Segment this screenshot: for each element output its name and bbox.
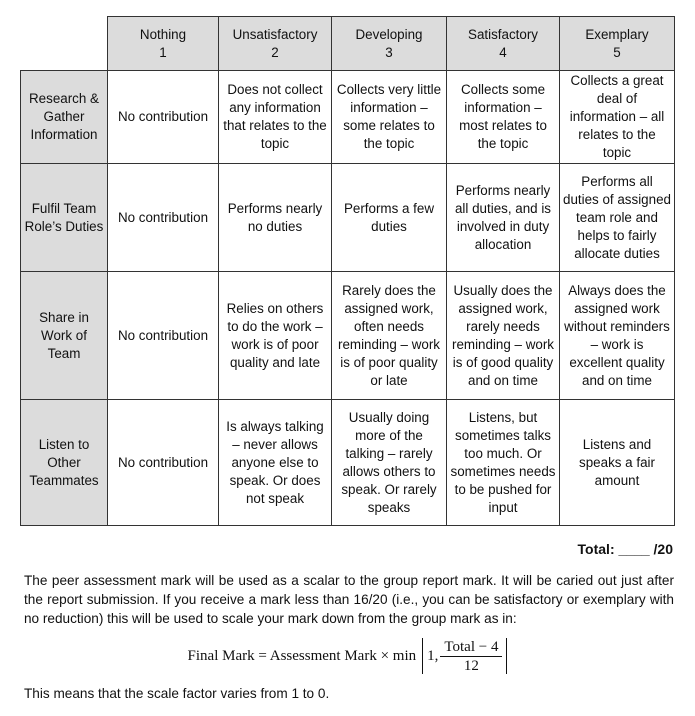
header-row: [21, 17, 675, 71]
rubric-cell: Does not collect any information that relates to the topic: [219, 71, 332, 164]
rubric-cell: Collects some information – most relates to the topic: [447, 71, 560, 164]
rubric-cell: Usually doing more of the talking – rarely allows others to speak. Or rarely speaks: [332, 400, 447, 526]
criterion-cell: Share in Work of Team: [21, 272, 108, 400]
formula-first-arg: 1,: [427, 647, 439, 664]
criterion-cell: Listen to Other Teammates: [21, 400, 108, 526]
explanation-paragraph: The peer assessment mark will be used as a scalar to the group report mark. It will be caried out just after the report submission. If you receive a mark less than 16/20 (i.e., you can be satisfactory or exemplary with no reduction) this will be used to scale your mark down from the group mark as in:: [24, 573, 674, 626]
column-header: Nothing 1: [108, 17, 219, 71]
rubric-cell: No contribution: [108, 400, 219, 526]
column-header: Satisfactory 4: [447, 17, 560, 71]
scale-note: This means that the scale factor varies from 1 to 0.: [24, 686, 330, 701]
rubric-cell: Usually does the assigned work, rarely needs reminding – work is of good quality and on time: [447, 272, 560, 400]
rubric-cell: Listens and speaks a fair amount: [560, 400, 675, 526]
rubric-cell: Always does the assigned work without reminders – work is excellent quality and on time: [560, 272, 675, 400]
rubric-cell: Rarely does the assigned work, often needs reminding – work is of poor quality or late: [332, 272, 447, 400]
rubric-cell: Collects a great deal of information – all relates to the topic: [560, 71, 675, 164]
rubric-cell: Listens, but sometimes talks too much. Or sometimes needs to be pushed for input: [447, 400, 560, 526]
column-header: Developing 3: [332, 17, 447, 71]
rubric-cell: Is always talking – never allows anyone else to speak. Or does not speak: [219, 400, 332, 526]
rubric-cell: Performs nearly no duties: [219, 164, 332, 272]
rubric-cell: Relies on others to do the work – work is of poor quality and late: [219, 272, 332, 400]
rubric-row: [21, 164, 675, 272]
rubric-cell: Performs a few duties: [332, 164, 447, 272]
rubric-cell: No contribution: [108, 71, 219, 164]
ceiling-bracket: [422, 638, 507, 674]
rubric-cell: Collects very little information – some relates to the topic: [332, 71, 447, 164]
rubric-cell: No contribution: [108, 164, 219, 272]
formula-lhs: Final Mark = Assessment Mark × min: [187, 647, 417, 664]
final-mark-formula: [0, 638, 695, 674]
criterion-cell: Research & Gather Information: [21, 71, 108, 164]
rubric-row: [21, 71, 675, 164]
formula-denominator: 12: [463, 657, 479, 674]
rubric-table: [20, 16, 675, 526]
formula-fraction: [440, 638, 502, 675]
rubric-row: [21, 400, 675, 526]
corner-cell: [21, 17, 108, 71]
rubric-cell: Performs all duties of assigned team role and helps to fairly allocate duties: [560, 164, 675, 272]
criterion-cell: Fulfil Team Role’s Duties: [21, 164, 108, 272]
rubric-cell: Performs nearly all duties, and is involved in duty allocation: [447, 164, 560, 272]
column-header: Unsatisfactory 2: [219, 17, 332, 71]
total-line: Total: ____ /20: [577, 541, 673, 557]
formula-numerator: Total − 4: [440, 638, 502, 657]
column-header: Exemplary 5: [560, 17, 675, 71]
rubric-cell: No contribution: [108, 272, 219, 400]
rubric-row: [21, 272, 675, 400]
